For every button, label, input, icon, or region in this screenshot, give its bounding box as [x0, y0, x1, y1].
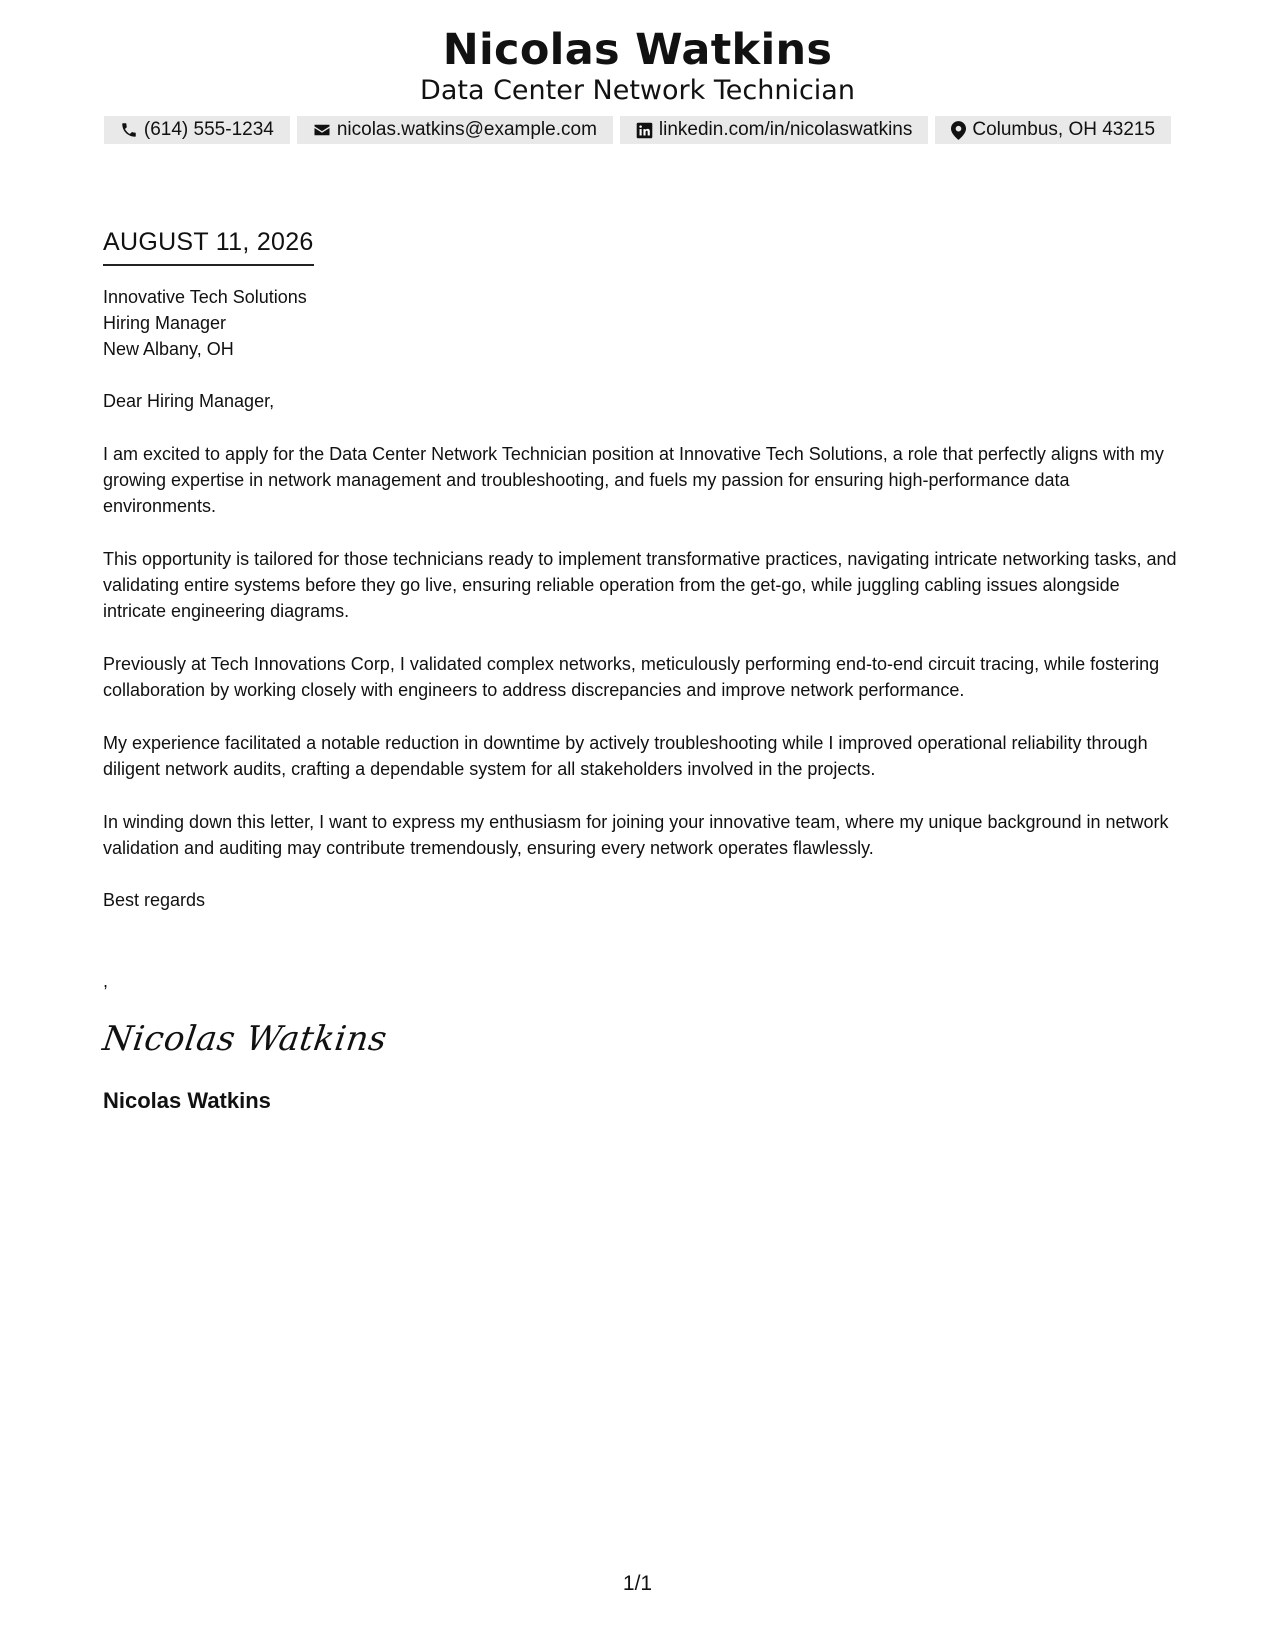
contact-phone[interactable] — [104, 116, 290, 144]
linkedin-text: linkedin.com/in/nicolaswatkins — [658, 119, 913, 140]
paragraph-3: Previously at Tech Innovations Corp, I validated complex networks, meticulously performing end-to-end circuit tracing, while fostering collaboration by working closely with engineers to address discrepancies and improve network performance. — [103, 654, 1160, 700]
recipient-company: Innovative Tech Solutions — [103, 287, 307, 307]
closing: Best regards — [103, 890, 206, 910]
paragraph-4: My experience facilitated a notable reduction in downtime by actively troubleshooting while I improved operational reliability through diligent network audits, crafting a dependable system for all stakeholders involved in the projects. — [103, 733, 1148, 779]
contact-location — [935, 116, 1171, 144]
signature: Nicolas Watkins — [100, 1019, 390, 1059]
map-pin-icon — [951, 121, 966, 140]
contact-bar — [0, 116, 1275, 144]
contact-linkedin[interactable] — [620, 116, 928, 144]
paragraph-2: This opportunity is tailored for those technicians ready to implement transformative practices, navigating intricate networking tasks, and validating entire systems before they go live, ensuring reliable operation from the get-go, while juggling cabling issues alongside intricate engineering diagrams. — [103, 549, 1177, 621]
closing-comma: , — [103, 971, 109, 991]
applicant-title: Data Center Network Technician — [420, 75, 855, 106]
recipient-block — [103, 284, 1178, 362]
signer-name: Nicolas Watkins — [103, 1088, 271, 1113]
phone-text: (614) 555-1234 — [143, 119, 274, 140]
email-text: nicolas.watkins@example.com — [336, 119, 597, 140]
letter-body — [100, 223, 1178, 1116]
contact-email[interactable] — [297, 116, 613, 144]
letter-date: AUGUST 11, 2026 — [103, 223, 314, 266]
letter-header — [0, 22, 1275, 144]
linkedin-icon — [636, 122, 653, 139]
recipient-role: Hiring Manager — [103, 313, 227, 333]
page-indicator: 1/1 — [622, 1572, 653, 1595]
salutation: Dear Hiring Manager, — [103, 391, 275, 411]
recipient-location: New Albany, OH — [103, 339, 234, 359]
phone-icon — [120, 121, 138, 139]
location-text: Columbus, OH 43215 — [972, 119, 1156, 140]
paragraph-1: I am excited to apply for the Data Center Network Technician position at Innovative Tech Solutions, a role that perfectly aligns with my growing expertise in network management and troubleshooting, and fuels my passion for ensuring high-performance data environments. — [103, 444, 1164, 516]
applicant-name: Nicolas Watkins — [442, 25, 833, 75]
envelope-icon — [313, 121, 331, 139]
paragraph-5: In winding down this letter, I want to express my enthusiasm for joining your innovative team, where my unique background in network validation and auditing may contribute tremendously, ensuring every network operates flawlessly. — [103, 812, 1169, 858]
